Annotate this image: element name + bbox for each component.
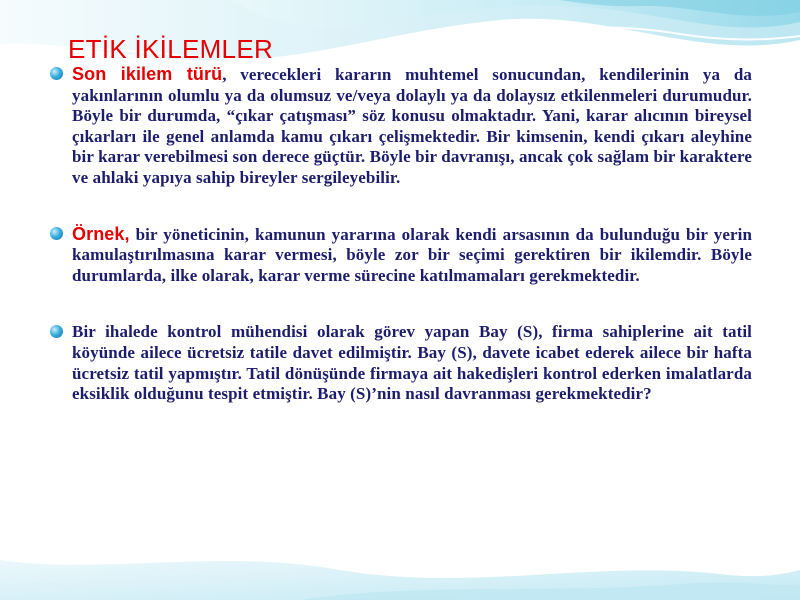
bullet-lead: Örnek, <box>72 223 130 244</box>
slide-title: ETİK İKİLEMLER <box>68 34 274 64</box>
bullet-lead: Son ikilem türü <box>72 64 223 84</box>
bullet-text: Bir ihalede kontrol mühendisi olarak görev yapan Bay (S), firma sahiplerine ait tatil köyünde ailece ücretsiz tatile davet edilmiştir. Bay (S), davete icabet ederek ailece bir hafta ücretsiz tatil yapmıştır. Tatil dönüşünde firmaya ait hakedişleri kontrol ederken imalatlarda eksiklik olduğunu tespit etmiştir. Bay (S)’nin nasıl davranması gerekmektedir? <box>72 322 752 404</box>
bullet-item <box>48 64 752 189</box>
bullet-dot-icon <box>50 67 63 80</box>
bullet-list <box>48 64 752 405</box>
bullet-text: bir yöneticinin, kamunun yararına olarak kendi arsasının da bulunduğu bir yerin kamulaştırılmasına karar vermesi, böyle zor bir seçimi gerektiren bir ikilemdir. Böyle durumlarda, ilke olarak, karar verme sürecine katılmamaları gerekmektedir. <box>72 224 752 285</box>
bullet-dot-icon <box>50 325 63 338</box>
bullet-item <box>48 322 752 404</box>
bullet-text: , verecekleri kararın muhtemel sonucundan, kendilerinin ya da yakınlarının olumlu ya da olumsuz ve/veya dolaylı ya da dolaysız etkilenmeleri durumudur. Böyle bir durumda, “çıkar çatışması” söz konusu olmaktadır. Yani, karar alıcının bireysel çıkarları ile genel anlamda kamu çıkarı çelişmektedir. Bir kimsenin, kendi çıkarı aleyhine bir karar verebilmesi son derece güçtür. Böyle bir davranışı, ancak çok sağlam bir karaktere ve ahlaki yapıya sahip bireyler sergileyebilir. <box>72 65 752 187</box>
bullet-dot-icon <box>50 227 63 240</box>
bullet-item <box>48 224 752 287</box>
